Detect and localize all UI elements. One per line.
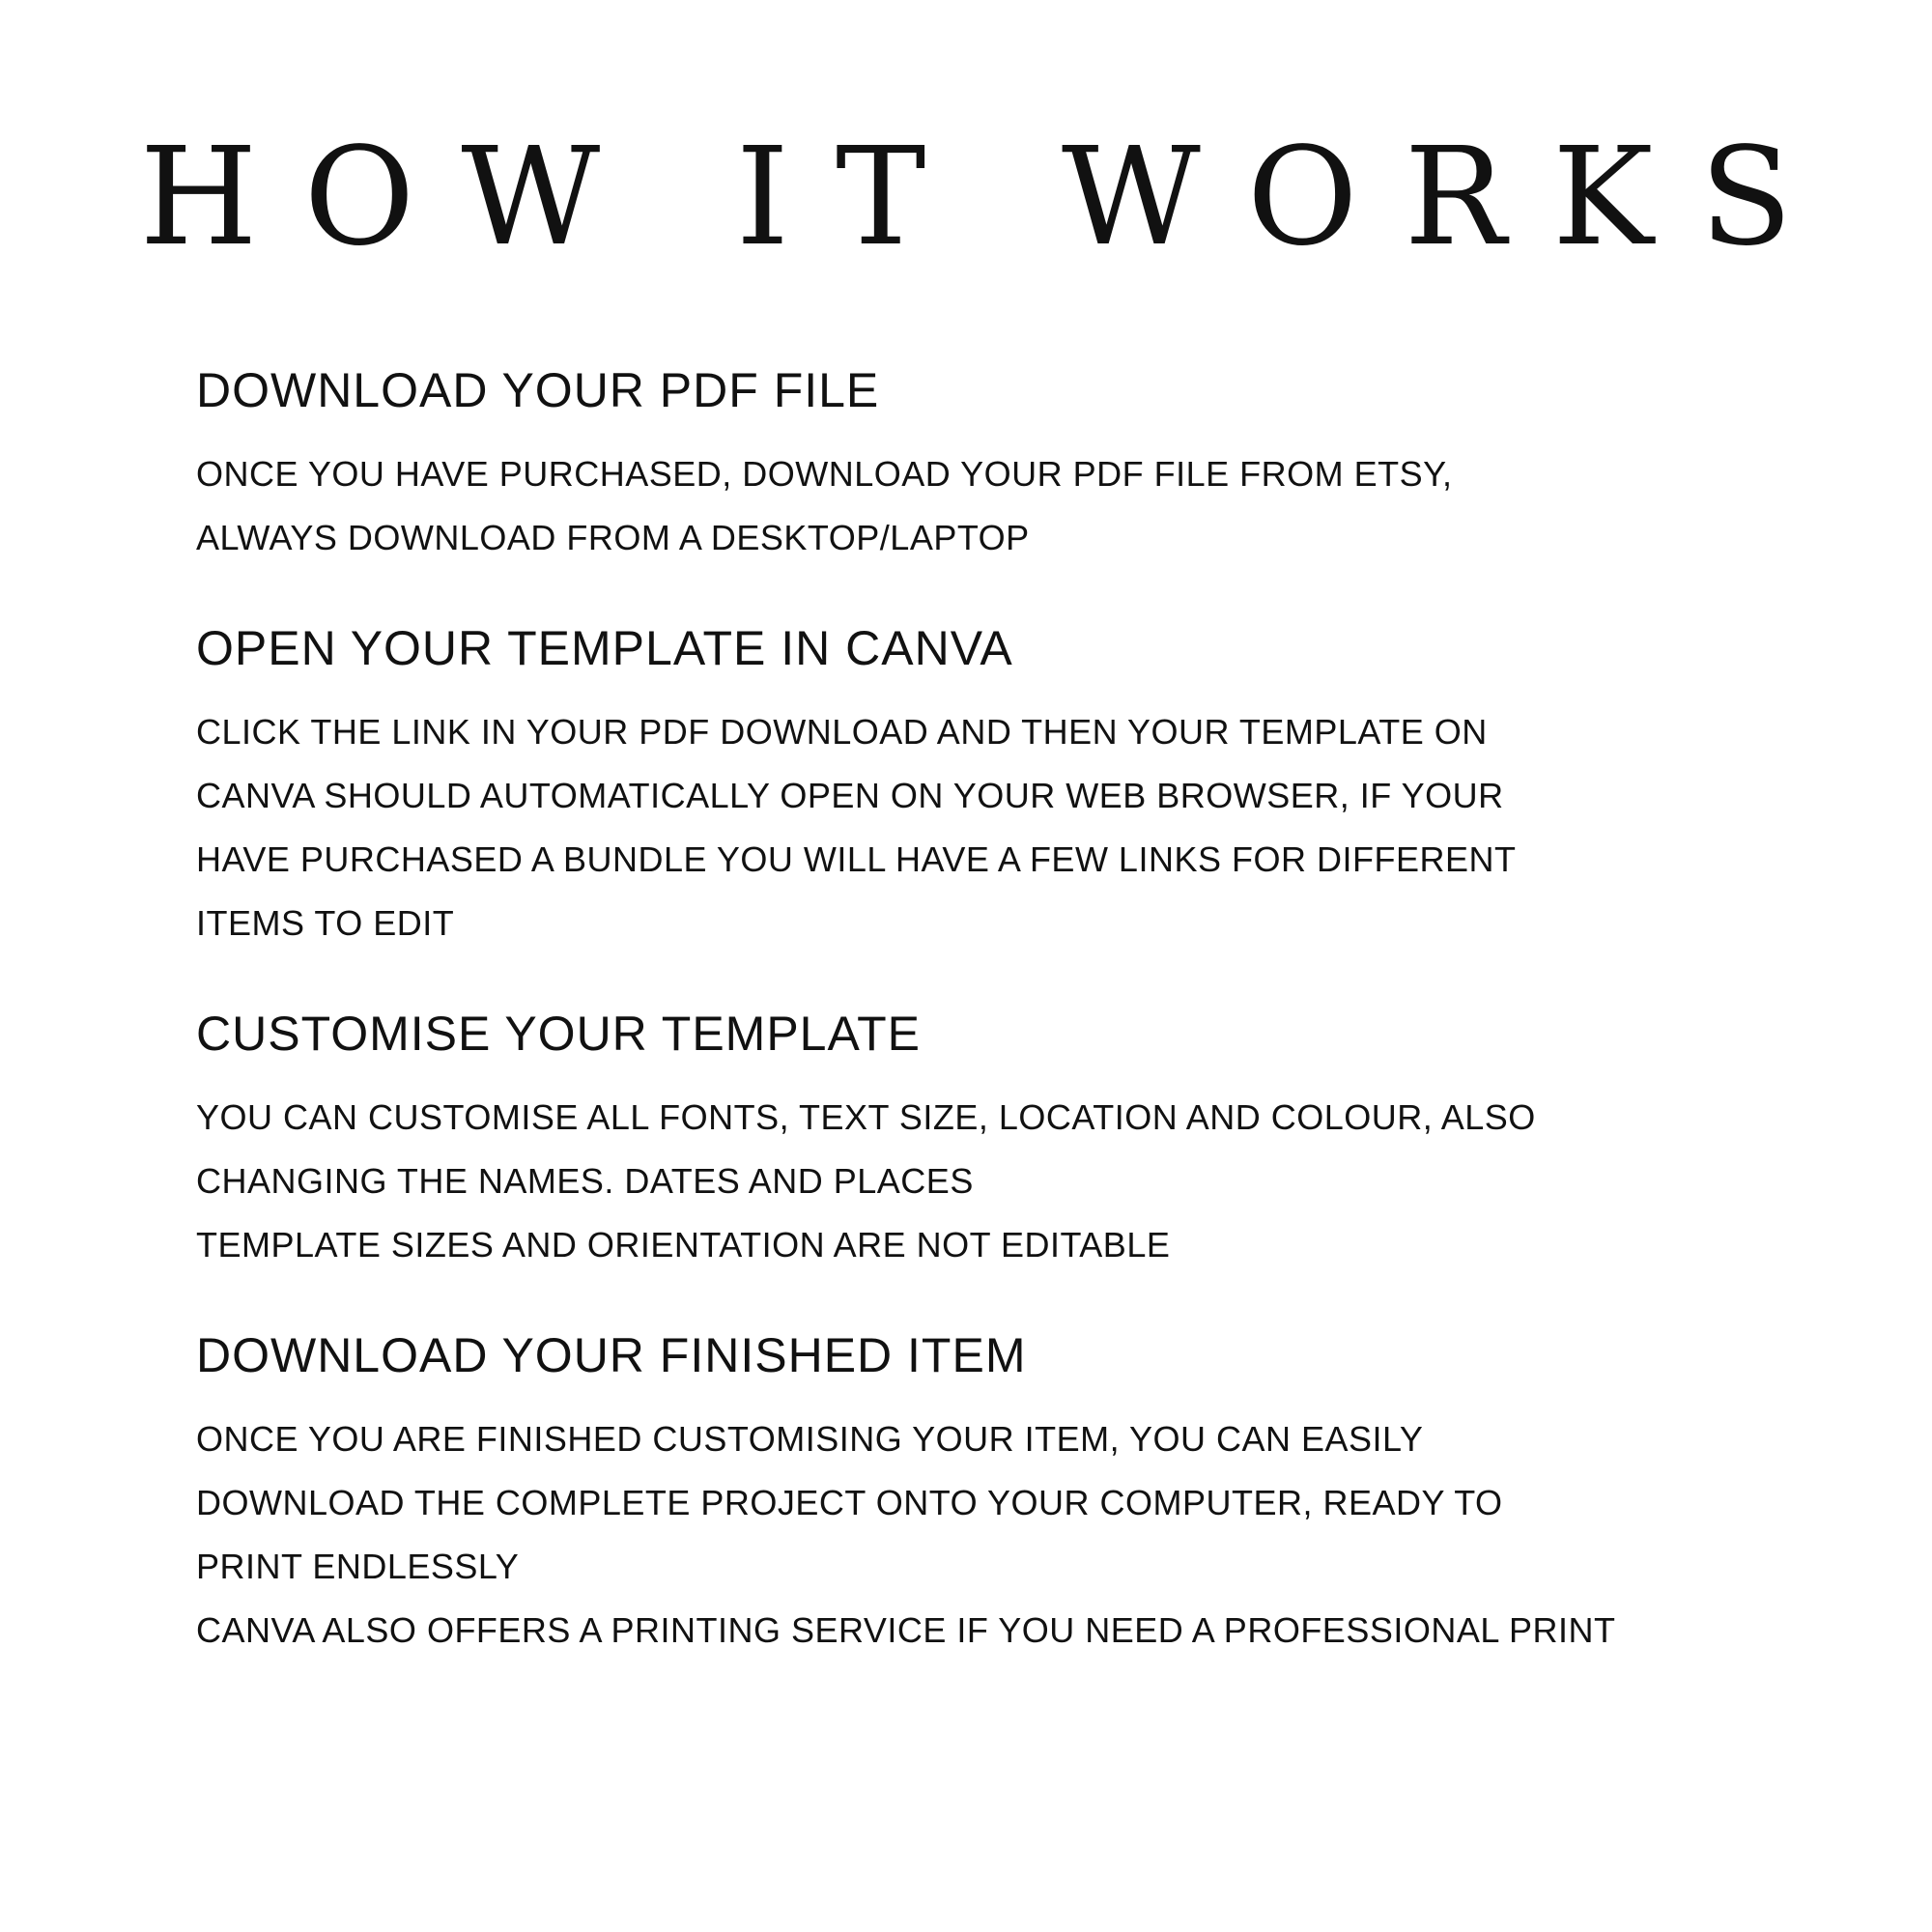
page-title: HOW IT WORKS — [139, 119, 1839, 276]
step-text-line: CHANGING THE NAMES. DATES AND PLACES — [196, 1161, 974, 1201]
step-download-finished-item — [196, 1324, 1838, 1662]
step-text-line: TEMPLATE SIZES AND ORIENTATION ARE NOT EDITABLE — [196, 1225, 1171, 1264]
step-heading: DOWNLOAD YOUR PDF FILE — [196, 363, 880, 417]
step-text-line: CANVA ALSO OFFERS A PRINTING SERVICE IF YOU NEED A PROFESSIONAL PRINT — [196, 1610, 1616, 1650]
step-open-in-canva — [196, 617, 1838, 955]
steps-list — [196, 359, 1838, 1710]
step-text-line: PRINT ENDLESSLY — [196, 1547, 520, 1586]
step-text-line: ITEMS TO EDIT — [196, 903, 455, 943]
step-text-line: ONCE YOU HAVE PURCHASED, DOWNLOAD YOUR PDF FILE FROM ETSY, — [196, 454, 1453, 494]
step-text-line: YOU CAN CUSTOMISE ALL FONTS, TEXT SIZE, LOCATION AND COLOUR, ALSO — [196, 1097, 1536, 1137]
step-customise-template — [196, 1003, 1838, 1277]
step-text-line: HAVE PURCHASED A BUNDLE YOU WILL HAVE A FEW LINKS FOR DIFFERENT — [196, 839, 1517, 879]
step-download-pdf — [196, 359, 1838, 570]
step-heading: OPEN YOUR TEMPLATE IN CANVA — [196, 621, 1013, 675]
step-text-line: ALWAYS DOWNLOAD FROM A DESKTOP/LAPTOP — [196, 518, 1030, 557]
step-heading: CUSTOMISE YOUR TEMPLATE — [196, 1007, 922, 1061]
step-text-line: ONCE YOU ARE FINISHED CUSTOMISING YOUR ITEM, YOU CAN EASILY — [196, 1419, 1424, 1459]
step-text-line: CLICK THE LINK IN YOUR PDF DOWNLOAD AND THEN YOUR TEMPLATE ON — [196, 712, 1488, 752]
step-text-line: DOWNLOAD THE COMPLETE PROJECT ONTO YOUR COMPUTER, READY TO — [196, 1483, 1503, 1522]
step-text-line: CANVA SHOULD AUTOMATICALLY OPEN ON YOUR WEB BROWSER, IF YOUR — [196, 776, 1504, 815]
step-heading: DOWNLOAD YOUR FINISHED ITEM — [196, 1328, 1027, 1382]
